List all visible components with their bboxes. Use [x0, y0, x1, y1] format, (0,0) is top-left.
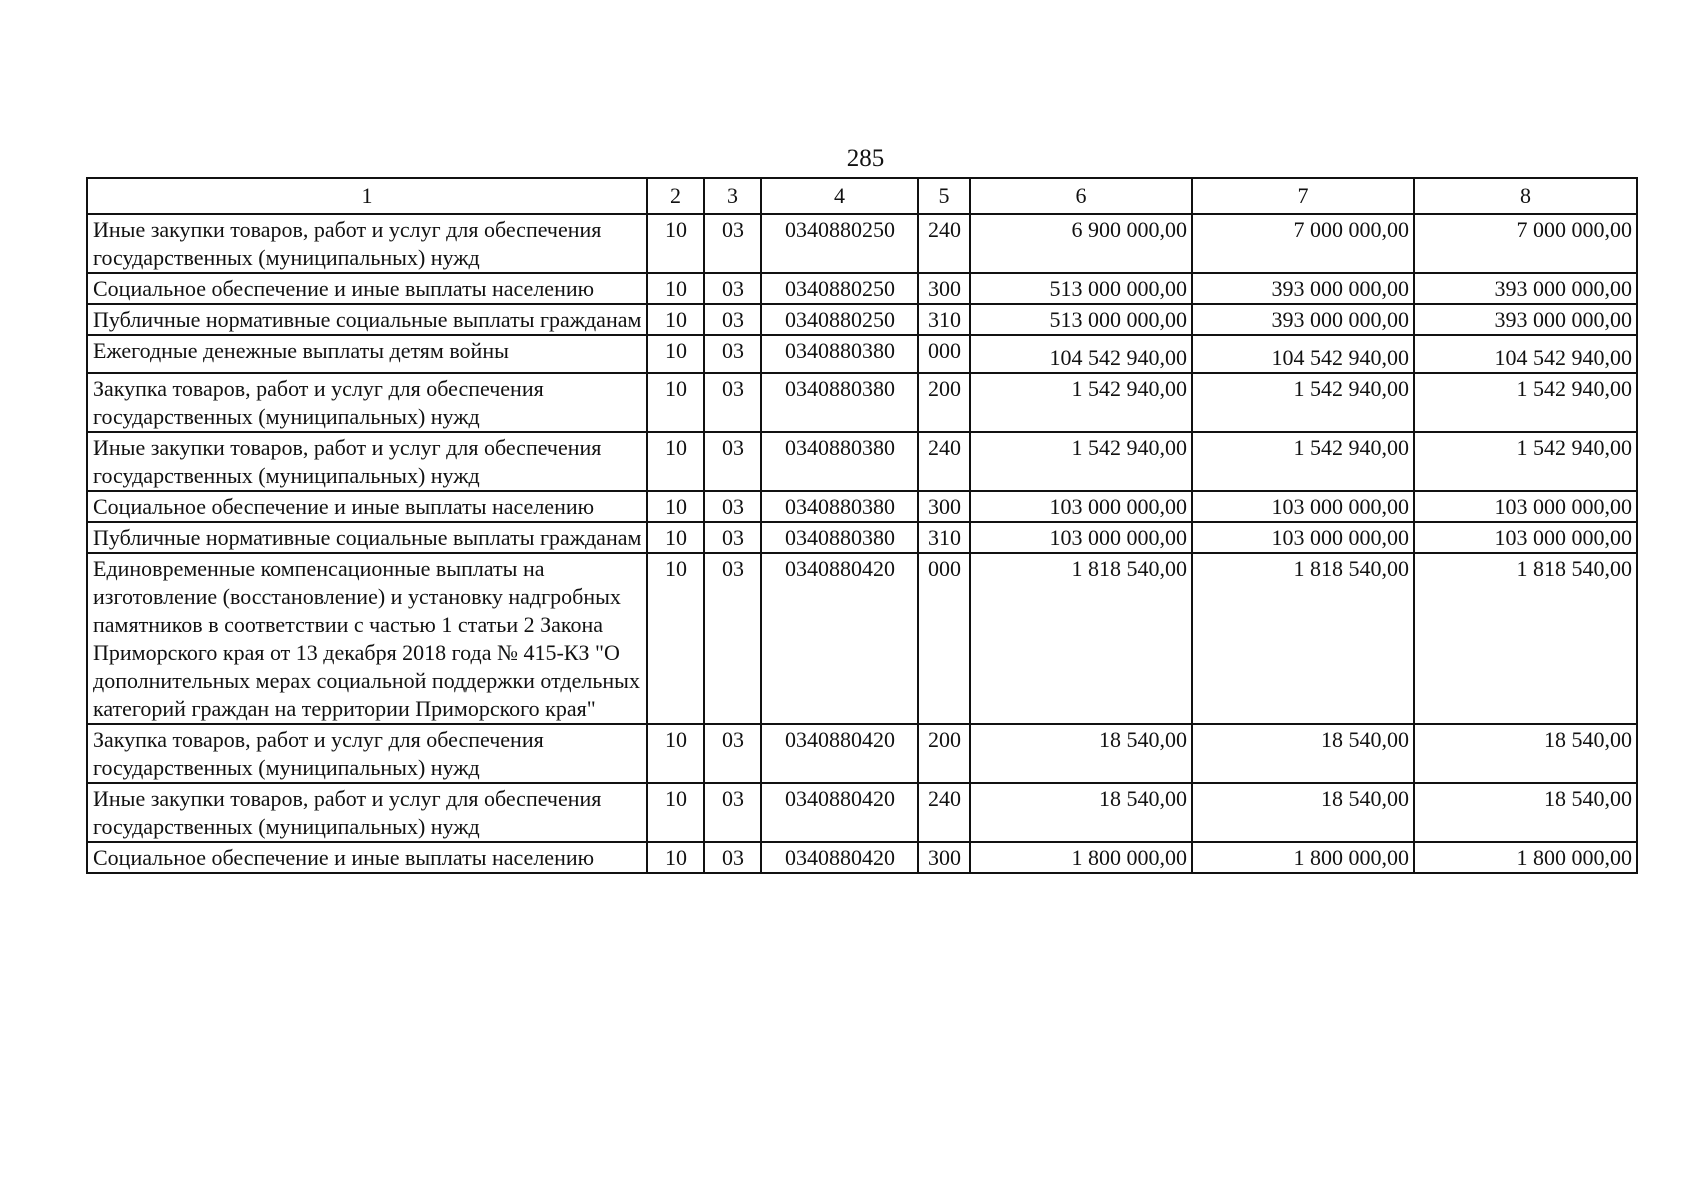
row-subsection: 03 [704, 273, 761, 304]
table-row [87, 373, 1637, 432]
row-target-code: 0340880420 [761, 783, 918, 842]
table-row [87, 724, 1637, 783]
row-expense-type: 310 [918, 522, 970, 553]
row-subsection: 03 [704, 304, 761, 335]
row-amount-6: 104 542 940,00 [970, 335, 1192, 373]
column-header: 5 [918, 178, 970, 214]
row-section: 10 [647, 373, 704, 432]
row-target-code: 0340880380 [761, 373, 918, 432]
row-subsection: 03 [704, 783, 761, 842]
row-section: 10 [647, 842, 704, 873]
row-expense-type: 300 [918, 273, 970, 304]
row-expense-type: 300 [918, 491, 970, 522]
row-name: Иные закупки товаров, работ и услуг для обеспечения государственных (муниципальных) нужд [87, 783, 647, 842]
row-subsection: 03 [704, 432, 761, 491]
row-amount-7: 1 542 940,00 [1192, 373, 1414, 432]
row-amount-8: 104 542 940,00 [1414, 335, 1637, 373]
column-header: 8 [1414, 178, 1637, 214]
row-name: Публичные нормативные социальные выплаты гражданам [87, 304, 647, 335]
row-subsection: 03 [704, 491, 761, 522]
column-header: 3 [704, 178, 761, 214]
row-section: 10 [647, 491, 704, 522]
row-name: Единовременные компенсационные выплаты на изготовление (восстановление) и установку надгробных памятников в соответствии с частью 1 статьи 2 Закона Приморского края от 13 декабря 2018 года № 415-КЗ "О дополнительных мерах социальной поддержки отдельных категорий граждан на территории Приморского края" [87, 553, 647, 724]
row-amount-6: 103 000 000,00 [970, 491, 1192, 522]
header-row [87, 178, 1637, 214]
row-amount-6: 1 542 940,00 [970, 432, 1192, 491]
row-subsection: 03 [704, 522, 761, 553]
row-amount-8: 18 540,00 [1414, 783, 1637, 842]
row-target-code: 0340880420 [761, 724, 918, 783]
row-amount-8: 103 000 000,00 [1414, 491, 1637, 522]
row-section: 10 [647, 432, 704, 491]
row-target-code: 0340880380 [761, 335, 918, 373]
row-amount-7: 1 818 540,00 [1192, 553, 1414, 724]
row-section: 10 [647, 273, 704, 304]
table-row [87, 783, 1637, 842]
row-section: 10 [647, 522, 704, 553]
row-expense-type: 000 [918, 335, 970, 373]
row-name: Иные закупки товаров, работ и услуг для обеспечения государственных (муниципальных) нужд [87, 432, 647, 491]
table-row [87, 432, 1637, 491]
row-target-code: 0340880250 [761, 304, 918, 335]
column-header: 7 [1192, 178, 1414, 214]
row-amount-6: 103 000 000,00 [970, 522, 1192, 553]
row-expense-type: 000 [918, 553, 970, 724]
column-header: 4 [761, 178, 918, 214]
page-number: 285 [846, 145, 885, 172]
row-amount-7: 18 540,00 [1192, 783, 1414, 842]
row-target-code: 0340880420 [761, 553, 918, 724]
row-amount-7: 393 000 000,00 [1192, 273, 1414, 304]
row-section: 10 [647, 724, 704, 783]
table-row [87, 522, 1637, 553]
row-amount-8: 7 000 000,00 [1414, 214, 1637, 273]
row-amount-7: 1 542 940,00 [1192, 432, 1414, 491]
row-subsection: 03 [704, 373, 761, 432]
row-amount-7: 103 000 000,00 [1192, 522, 1414, 553]
row-subsection: 03 [704, 553, 761, 724]
row-target-code: 0340880420 [761, 842, 918, 873]
table-row [87, 304, 1637, 335]
row-amount-7: 103 000 000,00 [1192, 491, 1414, 522]
row-target-code: 0340880380 [761, 522, 918, 553]
row-subsection: 03 [704, 842, 761, 873]
column-header: 1 [87, 178, 647, 214]
row-amount-6: 1 800 000,00 [970, 842, 1192, 873]
row-target-code: 0340880380 [761, 491, 918, 522]
row-subsection: 03 [704, 335, 761, 373]
column-header: 6 [970, 178, 1192, 214]
table-row [87, 553, 1637, 724]
row-expense-type: 310 [918, 304, 970, 335]
row-amount-6: 6 900 000,00 [970, 214, 1192, 273]
row-amount-7: 1 800 000,00 [1192, 842, 1414, 873]
row-name: Иные закупки товаров, работ и услуг для обеспечения государственных (муниципальных) нужд [87, 214, 647, 273]
row-amount-6: 513 000 000,00 [970, 304, 1192, 335]
row-name: Публичные нормативные социальные выплаты гражданам [87, 522, 647, 553]
row-target-code: 0340880380 [761, 432, 918, 491]
row-amount-8: 393 000 000,00 [1414, 304, 1637, 335]
row-target-code: 0340880250 [761, 273, 918, 304]
row-expense-type: 200 [918, 373, 970, 432]
row-amount-7: 7 000 000,00 [1192, 214, 1414, 273]
row-amount-6: 1 542 940,00 [970, 373, 1192, 432]
row-amount-6: 18 540,00 [970, 724, 1192, 783]
row-name: Социальное обеспечение и иные выплаты населению [87, 273, 647, 304]
row-section: 10 [647, 783, 704, 842]
row-expense-type: 240 [918, 432, 970, 491]
row-expense-type: 200 [918, 724, 970, 783]
row-amount-8: 393 000 000,00 [1414, 273, 1637, 304]
table-row [87, 842, 1637, 873]
row-expense-type: 300 [918, 842, 970, 873]
row-name: Социальное обеспечение и иные выплаты населению [87, 491, 647, 522]
row-amount-8: 18 540,00 [1414, 724, 1637, 783]
row-amount-6: 18 540,00 [970, 783, 1192, 842]
table-row [87, 273, 1637, 304]
row-expense-type: 240 [918, 214, 970, 273]
row-amount-8: 1 542 940,00 [1414, 373, 1637, 432]
row-amount-7: 104 542 940,00 [1192, 335, 1414, 373]
row-subsection: 03 [704, 724, 761, 783]
column-header: 2 [647, 178, 704, 214]
budget-table [86, 177, 1638, 874]
row-amount-8: 1 818 540,00 [1414, 553, 1637, 724]
row-section: 10 [647, 553, 704, 724]
table-row [87, 491, 1637, 522]
row-amount-7: 393 000 000,00 [1192, 304, 1414, 335]
row-section: 10 [647, 214, 704, 273]
row-expense-type: 240 [918, 783, 970, 842]
row-name: Ежегодные денежные выплаты детям войны [87, 335, 647, 373]
row-target-code: 0340880250 [761, 214, 918, 273]
row-section: 10 [647, 335, 704, 373]
row-name: Социальное обеспечение и иные выплаты населению [87, 842, 647, 873]
table-row [87, 335, 1637, 373]
row-amount-6: 513 000 000,00 [970, 273, 1192, 304]
row-section: 10 [647, 304, 704, 335]
row-amount-8: 103 000 000,00 [1414, 522, 1637, 553]
row-amount-7: 18 540,00 [1192, 724, 1414, 783]
row-amount-8: 1 542 940,00 [1414, 432, 1637, 491]
table-row [87, 214, 1637, 273]
row-name: Закупка товаров, работ и услуг для обеспечения государственных (муниципальных) нужд [87, 724, 647, 783]
row-name: Закупка товаров, работ и услуг для обеспечения государственных (муниципальных) нужд [87, 373, 647, 432]
row-amount-6: 1 818 540,00 [970, 553, 1192, 724]
row-amount-8: 1 800 000,00 [1414, 842, 1637, 873]
row-subsection: 03 [704, 214, 761, 273]
